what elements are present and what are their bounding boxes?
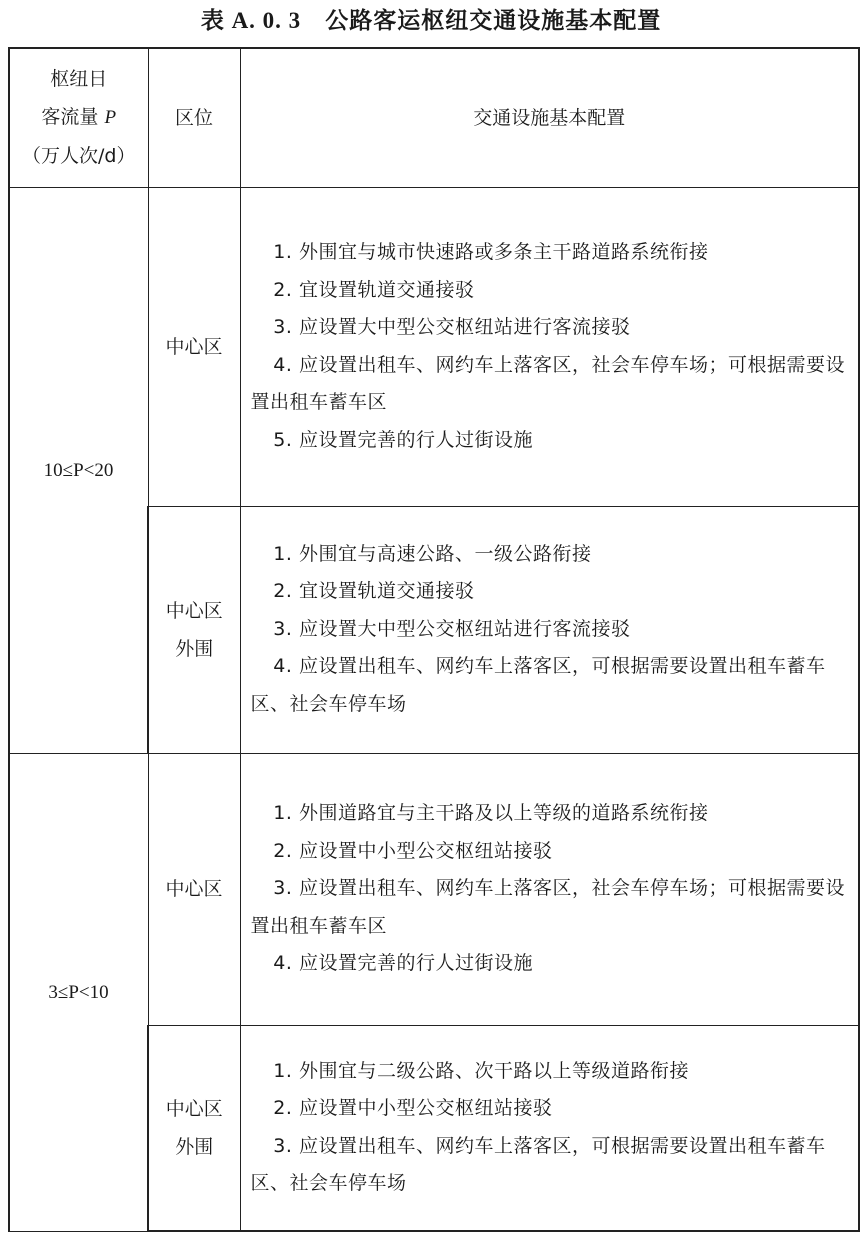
zone-cell bbox=[148, 753, 240, 1025]
table-row bbox=[9, 187, 859, 506]
zone-label: 外围 bbox=[175, 1135, 214, 1158]
zone-label: 中心区 bbox=[165, 335, 223, 358]
config-items-cell bbox=[240, 187, 859, 506]
config-item: 2. 宜设置轨道交通接驳 bbox=[273, 278, 475, 301]
flow-range: 3≤P<10 bbox=[48, 981, 109, 1003]
zone-label: 中心区 bbox=[165, 599, 223, 622]
zone-cell bbox=[148, 1025, 240, 1231]
table-row bbox=[9, 753, 859, 1025]
table-title-text: 公路客运枢纽交通设施基本配置 bbox=[325, 8, 662, 34]
zone-label: 中心区 bbox=[165, 1097, 223, 1120]
header-passenger-flow bbox=[9, 48, 148, 187]
zone-label: 中心区 bbox=[165, 878, 223, 900]
config-item: 1. 外围宜与高速公路、一级公路衔接 bbox=[273, 542, 592, 565]
config-item: 4. 应设置出租车、网约车上落客区，社会车停车场；可根据需要设置出租车蓄车区 bbox=[250, 353, 845, 413]
header-flow-line2: 客流量 P bbox=[41, 106, 117, 129]
header-flow-line1: 枢纽日 bbox=[50, 68, 108, 91]
config-item: 3. 应设置大中型公交枢纽站进行客流接驳 bbox=[273, 617, 631, 640]
zone-cell bbox=[148, 187, 240, 506]
config-item: 1. 外围道路宜与主干路及以上等级的道路系统衔接 bbox=[273, 802, 709, 825]
config-items-cell bbox=[240, 506, 859, 753]
config-items-cell bbox=[240, 753, 859, 1025]
flow-range-cell bbox=[9, 753, 148, 1231]
config-item: 2. 宜设置轨道交通接驳 bbox=[273, 580, 475, 603]
config-item: 3. 应设置大中型公交枢纽站进行客流接驳 bbox=[273, 316, 631, 338]
flow-range-cell bbox=[9, 187, 148, 753]
facility-config-table bbox=[8, 47, 860, 1232]
header-flow-line3: （万人次/d） bbox=[22, 145, 136, 168]
config-item: 3. 应设置出租车、网约车上落客区，社会车停车场；可根据需要设置出租车蓄车区 bbox=[250, 877, 845, 937]
config-item: 4. 应设置出租车、网约车上落客区，可根据需要设置出租车蓄车区、社会车停车场 bbox=[250, 655, 826, 715]
table-number: 表 A. 0. 3 bbox=[200, 8, 302, 33]
config-items-cell bbox=[240, 1025, 859, 1231]
config-item: 2. 应设置中小型公交枢纽站接驳 bbox=[273, 839, 553, 862]
config-item: 1. 外围宜与二级公路、次干路以上等级道路衔接 bbox=[273, 1059, 689, 1082]
config-item: 4. 应设置完善的行人过街设施 bbox=[273, 952, 533, 975]
table-header-row bbox=[9, 48, 859, 187]
config-item: 3. 应设置出租车、网约车上落客区，可根据需要设置出租车蓄车区、社会车停车场 bbox=[250, 1134, 826, 1195]
table-title bbox=[0, 6, 862, 36]
config-item: 1. 外围宜与城市快速路或多条主干路道路系统衔接 bbox=[273, 241, 709, 263]
config-item: 2. 应设置中小型公交枢纽站接驳 bbox=[273, 1097, 553, 1120]
config-item: 5. 应设置完善的行人过街设施 bbox=[273, 428, 533, 451]
flow-range: 10≤P<20 bbox=[43, 459, 114, 481]
zone-label: 外围 bbox=[175, 637, 214, 660]
zone-cell bbox=[148, 506, 240, 753]
header-location: 区位 bbox=[148, 48, 240, 187]
header-facility-config: 交通设施基本配置 bbox=[240, 48, 859, 187]
